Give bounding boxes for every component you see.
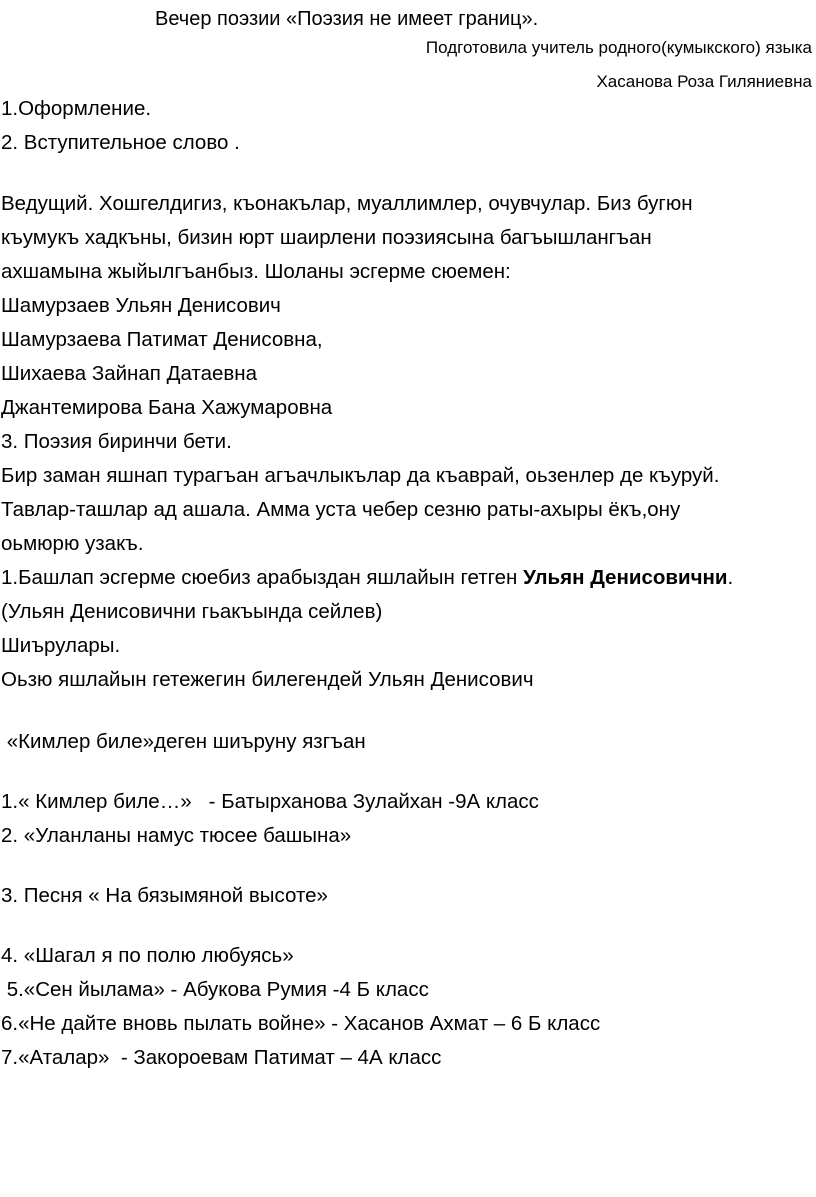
line-4-text-end: .	[727, 566, 734, 589]
program-item: 6.«Не дайте вновь пылать войне» - Хасанов Ахмат – 6 Б класс	[1, 1012, 601, 1035]
program-item: 7.«Аталар» - Закороевам Патимат – 4А класс	[1, 1046, 442, 1069]
section-3-line-6: Шиърулары.	[1, 634, 121, 657]
guest-name: Шамурзаев Ульян Денисович	[1, 294, 281, 317]
line-4-text-start: 1.Башлап эсгерме сюебиз арабыздан яшлайын гетген	[1, 566, 524, 589]
program-item: 3. Песня « На бязымяной высоте»	[1, 884, 328, 907]
guest-name: Шихаева Зайнап Датаевна	[1, 362, 257, 385]
guest-name: Джантемирова Бана Хажумаровна	[1, 396, 333, 419]
guest-name: Шамурзаева Патимат Денисовна,	[1, 328, 323, 351]
program-item: 2. «Уланланы намус тюсее башына»	[1, 824, 352, 847]
section-3-line-7: Оьзю яшлайын гетежегин билегендей Ульян Денисович	[1, 668, 534, 691]
intro-line-2: къумукъ хадкъны, бизин юрт шаирлени поэзиясына багъышлангъан	[1, 226, 652, 249]
intro-line-1: Ведущий. Хошгелдигиз, къонакълар, муаллимлер, очувчулар. Биз бугюн	[1, 192, 693, 215]
plan-item-2: 2. Вступительное слово .	[1, 131, 240, 154]
author-line-2: Хасанова Роза Гиляниевна	[596, 72, 812, 91]
section-3-line-8: «Кимлер биле»деген шиъруну язгъан	[1, 730, 366, 753]
plan-item-1: 1.Оформление.	[1, 97, 152, 120]
page-title: Вечер поэзии «Поэзия не имеет границ».	[155, 8, 539, 30]
program-item: 5.«Сен йылама» - Абукова Румия -4 Б класс	[1, 978, 429, 1001]
line-4-bold-name: Ульян Денисовични	[523, 566, 728, 589]
section-3-line-5: (Ульян Денисовични гьакъында сейлев)	[1, 600, 383, 623]
section-3-line-1: Бир заман яшнап турагъан агъачлыкълар да къаврай, оьзенлер де къуруй.	[1, 464, 720, 487]
intro-line-3: ахшамына жыйылгъанбыз. Шоланы эсгерме сюемен:	[1, 260, 511, 283]
program-item: 1.« Кимлер биле…» - Батырханова Зулайхан -9А класс	[1, 790, 539, 813]
author-line-1: Подготовила учитель родного(кумыкского) языка	[425, 38, 812, 57]
program-item: 4. «Шагал я по полю любуясь»	[1, 944, 294, 967]
section-3-line-4	[1, 565, 733, 591]
section-3-line-2: Тавлар-ташлар ад ашала. Амма уста чебер сезню раты-ахыры ёкъ,ону	[1, 498, 681, 521]
section-3-line-3: оьмюрю узакъ.	[1, 532, 144, 555]
section-3-heading: 3. Поэзия биринчи бети.	[1, 430, 232, 453]
